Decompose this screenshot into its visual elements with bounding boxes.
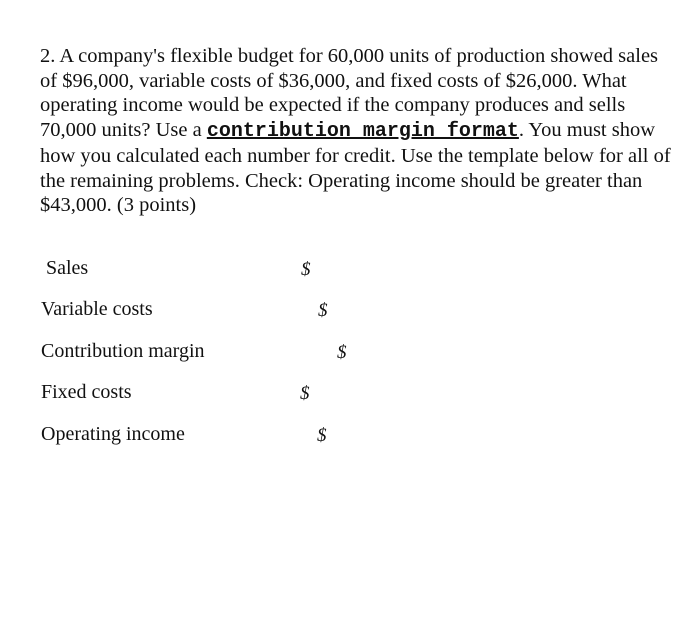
problem-text-after: . You must show how you calculated each number for credit. Use the template below for all of the remaining problems. Check: Operating income should be greater than $43,000. (3 points): [40, 118, 671, 216]
dollar-sign-sales: $: [301, 259, 311, 280]
dollar-sign-operating-income: $: [317, 425, 327, 446]
row-label-variable-costs: Variable costs: [41, 298, 153, 320]
dollar-sign-fixed-costs: $: [300, 383, 310, 404]
contribution-margin-format-emphasis: contribution margin format: [206, 119, 519, 143]
problem-text-before: 2. A company's flexible budget for 60,000 units of production showed sales of $96,000, variable costs of $36,000, and fixed costs of $26,000. What operating income would be expected if the company produces and sells 70,000 units? Use a: [40, 45, 659, 141]
dollar-sign-contribution-margin: $: [337, 342, 347, 363]
row-label-contribution-margin: Contribution margin: [41, 340, 205, 362]
row-label-operating-income: Operating income: [41, 423, 185, 445]
row-label-fixed-costs: Fixed costs: [41, 381, 132, 403]
problem-statement: [40, 44, 680, 218]
row-label-sales: Sales: [46, 257, 89, 279]
dollar-sign-variable-costs: $: [318, 300, 328, 321]
